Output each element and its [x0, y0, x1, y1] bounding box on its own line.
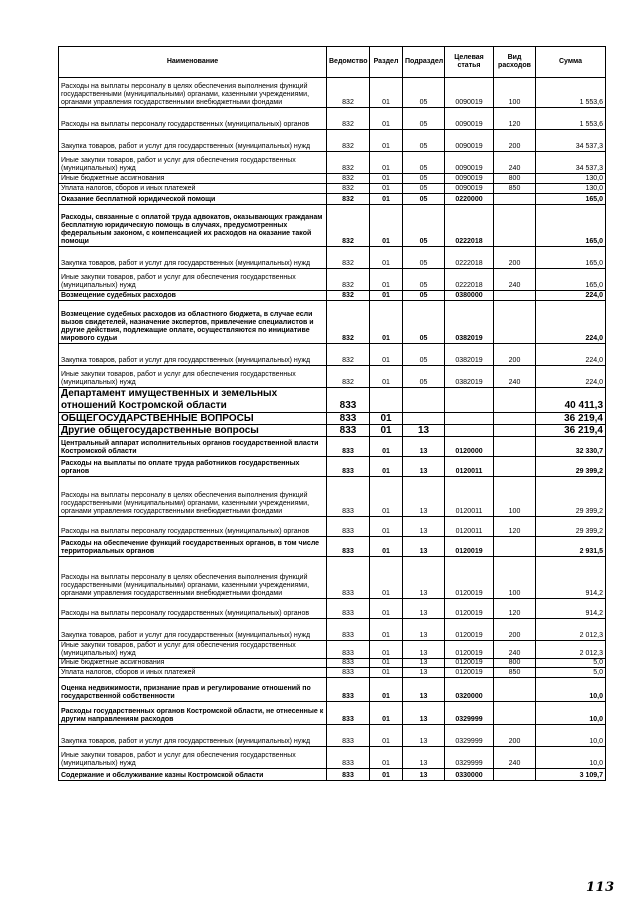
cell-razdel: 01	[370, 557, 403, 599]
table-row	[59, 557, 606, 599]
cell-name: Закупка товаров, работ и услуг для государственных (муниципальных) нужд	[59, 247, 327, 269]
cell-razdel: 01	[370, 291, 403, 301]
cell-celevaya-statya: 0222018	[445, 205, 494, 247]
cell-vedomstvo: 833	[327, 477, 370, 517]
cell-vid-raskhodov	[494, 425, 536, 437]
cell-razdel: 01	[370, 78, 403, 108]
cell-name: Иные закупки товаров, работ и услуг для обеспечения государственных (муниципальных) нужд	[59, 641, 327, 659]
header-vid-raskhodov: Вид расходов	[494, 47, 536, 78]
cell-podrazdel: 13	[403, 668, 445, 678]
header-podrazdel: Подраздел	[403, 47, 445, 78]
cell-vedomstvo: 832	[327, 78, 370, 108]
cell-name: Уплата налогов, сборов и иных платежей	[59, 184, 327, 194]
cell-podrazdel: 13	[403, 725, 445, 747]
cell-name: Расходы на выплаты персоналу в целях обеспечения выполнения функций государственными (муниципальными) органами, казенными учреждениями, органами управления государственными внебюджетными фондами	[59, 477, 327, 517]
cell-celevaya-statya: 0220000	[445, 194, 494, 205]
cell-podrazdel: 13	[403, 659, 445, 668]
cell-name: Расходы, связанные с оплатой труда адвокатов, оказывающих гражданам бесплатную юридическую помощь в случаях, предусмотренных федеральным законом, с компенсацией их расходов на оказание такой помощи	[59, 205, 327, 247]
cell-vedomstvo: 833	[327, 668, 370, 678]
cell-vid-raskhodov	[494, 437, 536, 457]
cell-celevaya-statya: 0090019	[445, 108, 494, 130]
cell-podrazdel: 13	[403, 477, 445, 517]
cell-celevaya-statya: 0090019	[445, 174, 494, 184]
cell-razdel: 01	[370, 619, 403, 641]
cell-vedomstvo: 832	[327, 301, 370, 344]
cell-podrazdel: 05	[403, 205, 445, 247]
cell-celevaya-statya: 0329999	[445, 725, 494, 747]
cell-podrazdel: 05	[403, 194, 445, 205]
cell-razdel: 01	[370, 184, 403, 194]
page-number: 113	[586, 880, 615, 895]
cell-vid-raskhodov: 200	[494, 619, 536, 641]
cell-razdel: 01	[370, 425, 403, 437]
cell-summa: 165,0	[536, 269, 606, 291]
cell-summa: 2 012,3	[536, 619, 606, 641]
cell-podrazdel: 05	[403, 78, 445, 108]
cell-name: Закупка товаров, работ и услуг для государственных (муниципальных) нужд	[59, 344, 327, 366]
cell-vid-raskhodov: 100	[494, 557, 536, 599]
cell-vid-raskhodov	[494, 413, 536, 425]
cell-celevaya-statya	[445, 425, 494, 437]
cell-name: Департамент имущественных и земельных отношений Костромской области	[59, 388, 327, 413]
cell-celevaya-statya: 0329999	[445, 747, 494, 769]
cell-razdel: 01	[370, 725, 403, 747]
cell-summa: 224,0	[536, 301, 606, 344]
cell-summa: 10,0	[536, 725, 606, 747]
cell-vid-raskhodov: 120	[494, 599, 536, 619]
table-row	[59, 659, 606, 668]
cell-summa: 1 553,6	[536, 108, 606, 130]
table-row	[59, 291, 606, 301]
cell-vedomstvo: 833	[327, 599, 370, 619]
cell-podrazdel: 13	[403, 457, 445, 477]
cell-vid-raskhodov	[494, 537, 536, 557]
cell-razdel: 01	[370, 641, 403, 659]
cell-name: Расходы на выплаты персоналу государственных (муниципальных) органов	[59, 599, 327, 619]
header-vedomstvo: Ведомство	[327, 47, 370, 78]
table-row	[59, 194, 606, 205]
cell-vid-raskhodov: 850	[494, 668, 536, 678]
cell-podrazdel: 05	[403, 174, 445, 184]
cell-vid-raskhodov: 850	[494, 184, 536, 194]
cell-name: Расходы на обеспечение функций государственных органов, в том числе территориальных органов	[59, 537, 327, 557]
cell-razdel: 01	[370, 769, 403, 781]
cell-celevaya-statya: 0120019	[445, 599, 494, 619]
table-row	[59, 413, 606, 425]
cell-podrazdel: 05	[403, 108, 445, 130]
table-row	[59, 619, 606, 641]
cell-summa: 34 537,3	[536, 130, 606, 152]
cell-razdel: 01	[370, 301, 403, 344]
cell-vid-raskhodov: 200	[494, 344, 536, 366]
table-row	[59, 641, 606, 659]
cell-razdel: 01	[370, 413, 403, 425]
cell-summa: 40 411,3	[536, 388, 606, 413]
cell-name: Расходы на выплаты персоналу в целях обеспечения выполнения функций государственными (муниципальными) органами, казенными учреждениями, органами управления государственными внебюджетными фондами	[59, 557, 327, 599]
cell-vedomstvo: 832	[327, 205, 370, 247]
cell-podrazdel: 05	[403, 301, 445, 344]
cell-vedomstvo: 833	[327, 641, 370, 659]
cell-podrazdel	[403, 413, 445, 425]
cell-name: Оценка недвижимости, признание прав и регулирование отношений по государственной собственности	[59, 678, 327, 702]
cell-vid-raskhodov	[494, 769, 536, 781]
cell-vedomstvo: 833	[327, 725, 370, 747]
cell-celevaya-statya: 0380000	[445, 291, 494, 301]
cell-razdel: 01	[370, 366, 403, 388]
cell-summa: 130,0	[536, 184, 606, 194]
cell-razdel: 01	[370, 678, 403, 702]
cell-razdel: 01	[370, 269, 403, 291]
cell-summa: 3 109,7	[536, 769, 606, 781]
cell-name: Оказание бесплатной юридической помощи	[59, 194, 327, 205]
table-row	[59, 425, 606, 437]
cell-celevaya-statya: 0120011	[445, 517, 494, 537]
cell-celevaya-statya: 0120000	[445, 437, 494, 457]
cell-podrazdel: 13	[403, 557, 445, 599]
cell-summa: 32 330,7	[536, 437, 606, 457]
cell-vedomstvo: 833	[327, 769, 370, 781]
cell-podrazdel: 13	[403, 641, 445, 659]
table-row	[59, 366, 606, 388]
cell-vedomstvo: 832	[327, 194, 370, 205]
budget-table	[58, 46, 606, 781]
cell-summa: 36 219,4	[536, 425, 606, 437]
cell-summa: 914,2	[536, 599, 606, 619]
table-body	[59, 78, 606, 781]
table-row	[59, 184, 606, 194]
cell-podrazdel: 13	[403, 769, 445, 781]
cell-podrazdel: 05	[403, 366, 445, 388]
cell-podrazdel: 13	[403, 619, 445, 641]
cell-summa: 10,0	[536, 702, 606, 725]
cell-vid-raskhodov: 200	[494, 130, 536, 152]
cell-razdel: 01	[370, 194, 403, 205]
cell-celevaya-statya: 0320000	[445, 678, 494, 702]
cell-vedomstvo: 832	[327, 344, 370, 366]
cell-vedomstvo: 833	[327, 747, 370, 769]
cell-name: Расходы государственных органов Костромской области, не отнесенные к другим направлениям расходов	[59, 702, 327, 725]
table-header-row	[59, 47, 606, 78]
table-row	[59, 344, 606, 366]
cell-podrazdel: 05	[403, 130, 445, 152]
cell-vid-raskhodov	[494, 301, 536, 344]
cell-vid-raskhodov: 120	[494, 108, 536, 130]
cell-summa: 914,2	[536, 557, 606, 599]
cell-summa: 165,0	[536, 247, 606, 269]
cell-vedomstvo: 832	[327, 247, 370, 269]
cell-summa: 224,0	[536, 344, 606, 366]
cell-razdel: 01	[370, 205, 403, 247]
cell-razdel: 01	[370, 477, 403, 517]
cell-razdel: 01	[370, 152, 403, 174]
cell-vid-raskhodov	[494, 388, 536, 413]
cell-vid-raskhodov: 240	[494, 152, 536, 174]
cell-vid-raskhodov	[494, 457, 536, 477]
cell-celevaya-statya: 0222018	[445, 269, 494, 291]
cell-summa: 165,0	[536, 194, 606, 205]
cell-summa: 224,0	[536, 366, 606, 388]
cell-summa: 29 399,2	[536, 517, 606, 537]
cell-summa: 130,0	[536, 174, 606, 184]
cell-vedomstvo: 832	[327, 130, 370, 152]
cell-name: Возмещение судебных расходов из областного бюджета, в случае если вызов свидетелей, назначение экспертов, привлечение специалистов и другие действия, подлежащие оплате, осуществляются по инициативе мирового судьи	[59, 301, 327, 344]
cell-summa: 165,0	[536, 205, 606, 247]
cell-celevaya-statya	[445, 388, 494, 413]
cell-name: Иные закупки товаров, работ и услуг для обеспечения государственных (муниципальных) нужд	[59, 747, 327, 769]
cell-summa: 10,0	[536, 678, 606, 702]
cell-celevaya-statya: 0120011	[445, 457, 494, 477]
table-row	[59, 174, 606, 184]
cell-podrazdel: 13	[403, 537, 445, 557]
cell-vid-raskhodov	[494, 291, 536, 301]
cell-vedomstvo: 833	[327, 678, 370, 702]
cell-summa: 2 012,3	[536, 641, 606, 659]
cell-vedomstvo: 832	[327, 174, 370, 184]
cell-name: Иные закупки товаров, работ и услуг для обеспечения государственных (муниципальных) нужд	[59, 269, 327, 291]
cell-name: Возмещение судебных расходов	[59, 291, 327, 301]
cell-razdel: 01	[370, 668, 403, 678]
cell-summa: 1 553,6	[536, 78, 606, 108]
header-celevaya-statya: Целевая статья	[445, 47, 494, 78]
cell-celevaya-statya: 0382019	[445, 344, 494, 366]
cell-razdel: 01	[370, 599, 403, 619]
cell-summa: 36 219,4	[536, 413, 606, 425]
cell-podrazdel: 05	[403, 291, 445, 301]
cell-summa: 2 931,5	[536, 537, 606, 557]
cell-celevaya-statya: 0120019	[445, 659, 494, 668]
table-row	[59, 388, 606, 413]
cell-podrazdel: 13	[403, 517, 445, 537]
table-row	[59, 78, 606, 108]
cell-razdel: 01	[370, 537, 403, 557]
cell-celevaya-statya: 0120019	[445, 537, 494, 557]
cell-summa: 224,0	[536, 291, 606, 301]
cell-celevaya-statya: 0382019	[445, 301, 494, 344]
table-row	[59, 517, 606, 537]
cell-vid-raskhodov: 240	[494, 747, 536, 769]
cell-name: Другие общегосударственные вопросы	[59, 425, 327, 437]
cell-vedomstvo: 833	[327, 413, 370, 425]
cell-vid-raskhodov: 200	[494, 725, 536, 747]
cell-name: Расходы на выплаты персоналу в целях обеспечения выполнения функций государственными (муниципальными) органами, казенными учреждениями, органами управления государственными внебюджетными фондами	[59, 78, 327, 108]
cell-name: Иные бюджетные ассигнования	[59, 659, 327, 668]
cell-vid-raskhodov: 100	[494, 78, 536, 108]
cell-celevaya-statya: 0120011	[445, 477, 494, 517]
cell-razdel: 01	[370, 702, 403, 725]
cell-razdel: 01	[370, 344, 403, 366]
table-row	[59, 702, 606, 725]
cell-vedomstvo: 833	[327, 425, 370, 437]
cell-razdel: 01	[370, 659, 403, 668]
cell-vedomstvo: 832	[327, 108, 370, 130]
cell-name: Уплата налогов, сборов и иных платежей	[59, 668, 327, 678]
table-row	[59, 205, 606, 247]
cell-podrazdel: 05	[403, 269, 445, 291]
cell-razdel: 01	[370, 457, 403, 477]
cell-celevaya-statya: 0120019	[445, 668, 494, 678]
header-summa: Сумма	[536, 47, 606, 78]
cell-name: Расходы на выплаты персоналу государственных (муниципальных) органов	[59, 517, 327, 537]
cell-vedomstvo: 833	[327, 537, 370, 557]
cell-summa: 10,0	[536, 747, 606, 769]
cell-name: Центральный аппарат исполнительных органов государственной власти Костромской области	[59, 437, 327, 457]
table-row	[59, 247, 606, 269]
cell-vid-raskhodov: 120	[494, 517, 536, 537]
cell-podrazdel	[403, 388, 445, 413]
cell-summa: 5,0	[536, 659, 606, 668]
cell-celevaya-statya: 0120019	[445, 557, 494, 599]
cell-vid-raskhodov: 200	[494, 247, 536, 269]
table-row	[59, 769, 606, 781]
cell-name: Расходы на выплаты персоналу государственных (муниципальных) органов	[59, 108, 327, 130]
cell-vid-raskhodov: 800	[494, 174, 536, 184]
cell-razdel: 01	[370, 130, 403, 152]
cell-vedomstvo: 832	[327, 269, 370, 291]
cell-vid-raskhodov: 100	[494, 477, 536, 517]
cell-summa: 29 399,2	[536, 477, 606, 517]
cell-name: Расходы на выплаты по оплате труда работников государственных органов	[59, 457, 327, 477]
cell-vedomstvo: 832	[327, 184, 370, 194]
cell-razdel: 01	[370, 174, 403, 184]
cell-vid-raskhodov: 240	[494, 366, 536, 388]
cell-razdel: 01	[370, 517, 403, 537]
table-row	[59, 457, 606, 477]
cell-celevaya-statya: 0090019	[445, 130, 494, 152]
cell-name: Иные бюджетные ассигнования	[59, 174, 327, 184]
cell-celevaya-statya: 0329999	[445, 702, 494, 725]
cell-name: Содержание и обслуживание казны Костромской области	[59, 769, 327, 781]
cell-vid-raskhodov	[494, 194, 536, 205]
table-row	[59, 678, 606, 702]
cell-razdel: 01	[370, 247, 403, 269]
cell-celevaya-statya	[445, 413, 494, 425]
cell-podrazdel: 05	[403, 184, 445, 194]
cell-podrazdel: 13	[403, 425, 445, 437]
table-row	[59, 301, 606, 344]
cell-name: Закупка товаров, работ и услуг для государственных (муниципальных) нужд	[59, 725, 327, 747]
table-row	[59, 599, 606, 619]
header-razdel: Раздел	[370, 47, 403, 78]
cell-name: Иные закупки товаров, работ и услуг для обеспечения государственных (муниципальных) нужд	[59, 152, 327, 174]
cell-vid-raskhodov: 800	[494, 659, 536, 668]
cell-vid-raskhodov	[494, 702, 536, 725]
cell-celevaya-statya: 0382019	[445, 366, 494, 388]
cell-celevaya-statya: 0120019	[445, 641, 494, 659]
cell-celevaya-statya: 0222018	[445, 247, 494, 269]
header-name: Наименование	[59, 47, 327, 78]
cell-vid-raskhodov: 240	[494, 641, 536, 659]
cell-vid-raskhodov	[494, 678, 536, 702]
table-row	[59, 477, 606, 517]
cell-summa: 29 399,2	[536, 457, 606, 477]
cell-razdel: 01	[370, 437, 403, 457]
cell-razdel: 01	[370, 108, 403, 130]
cell-vedomstvo: 833	[327, 619, 370, 641]
cell-celevaya-statya: 0120019	[445, 619, 494, 641]
cell-name: Закупка товаров, работ и услуг для государственных (муниципальных) нужд	[59, 619, 327, 641]
cell-celevaya-statya: 0090019	[445, 78, 494, 108]
cell-summa: 34 537,3	[536, 152, 606, 174]
cell-vedomstvo: 833	[327, 437, 370, 457]
cell-celevaya-statya: 0090019	[445, 184, 494, 194]
cell-razdel	[370, 388, 403, 413]
cell-vedomstvo: 833	[327, 388, 370, 413]
table-row	[59, 725, 606, 747]
cell-name: Закупка товаров, работ и услуг для государственных (муниципальных) нужд	[59, 130, 327, 152]
table-row	[59, 747, 606, 769]
cell-vedomstvo: 832	[327, 152, 370, 174]
cell-podrazdel: 13	[403, 599, 445, 619]
cell-vid-raskhodov	[494, 205, 536, 247]
cell-name: Иные закупки товаров, работ и услуг для обеспечения государственных (муниципальных) нужд	[59, 366, 327, 388]
cell-podrazdel: 13	[403, 702, 445, 725]
cell-vedomstvo: 832	[327, 366, 370, 388]
cell-vedomstvo: 833	[327, 702, 370, 725]
table-row	[59, 130, 606, 152]
cell-podrazdel: 05	[403, 247, 445, 269]
cell-celevaya-statya: 0090019	[445, 152, 494, 174]
table-row	[59, 537, 606, 557]
cell-celevaya-statya: 0330000	[445, 769, 494, 781]
table-row	[59, 668, 606, 678]
cell-podrazdel: 13	[403, 437, 445, 457]
cell-vedomstvo: 833	[327, 557, 370, 599]
table-row	[59, 152, 606, 174]
cell-podrazdel: 13	[403, 678, 445, 702]
cell-summa: 5,0	[536, 668, 606, 678]
cell-vedomstvo: 833	[327, 517, 370, 537]
cell-name: ОБЩЕГОСУДАРСТВЕННЫЕ ВОПРОСЫ	[59, 413, 327, 425]
cell-vedomstvo: 833	[327, 659, 370, 668]
cell-vid-raskhodov: 240	[494, 269, 536, 291]
table-row	[59, 269, 606, 291]
cell-vedomstvo: 833	[327, 457, 370, 477]
cell-podrazdel: 05	[403, 344, 445, 366]
cell-podrazdel: 05	[403, 152, 445, 174]
table-row	[59, 108, 606, 130]
cell-vedomstvo: 832	[327, 291, 370, 301]
cell-razdel: 01	[370, 747, 403, 769]
cell-podrazdel: 13	[403, 747, 445, 769]
table-row	[59, 437, 606, 457]
